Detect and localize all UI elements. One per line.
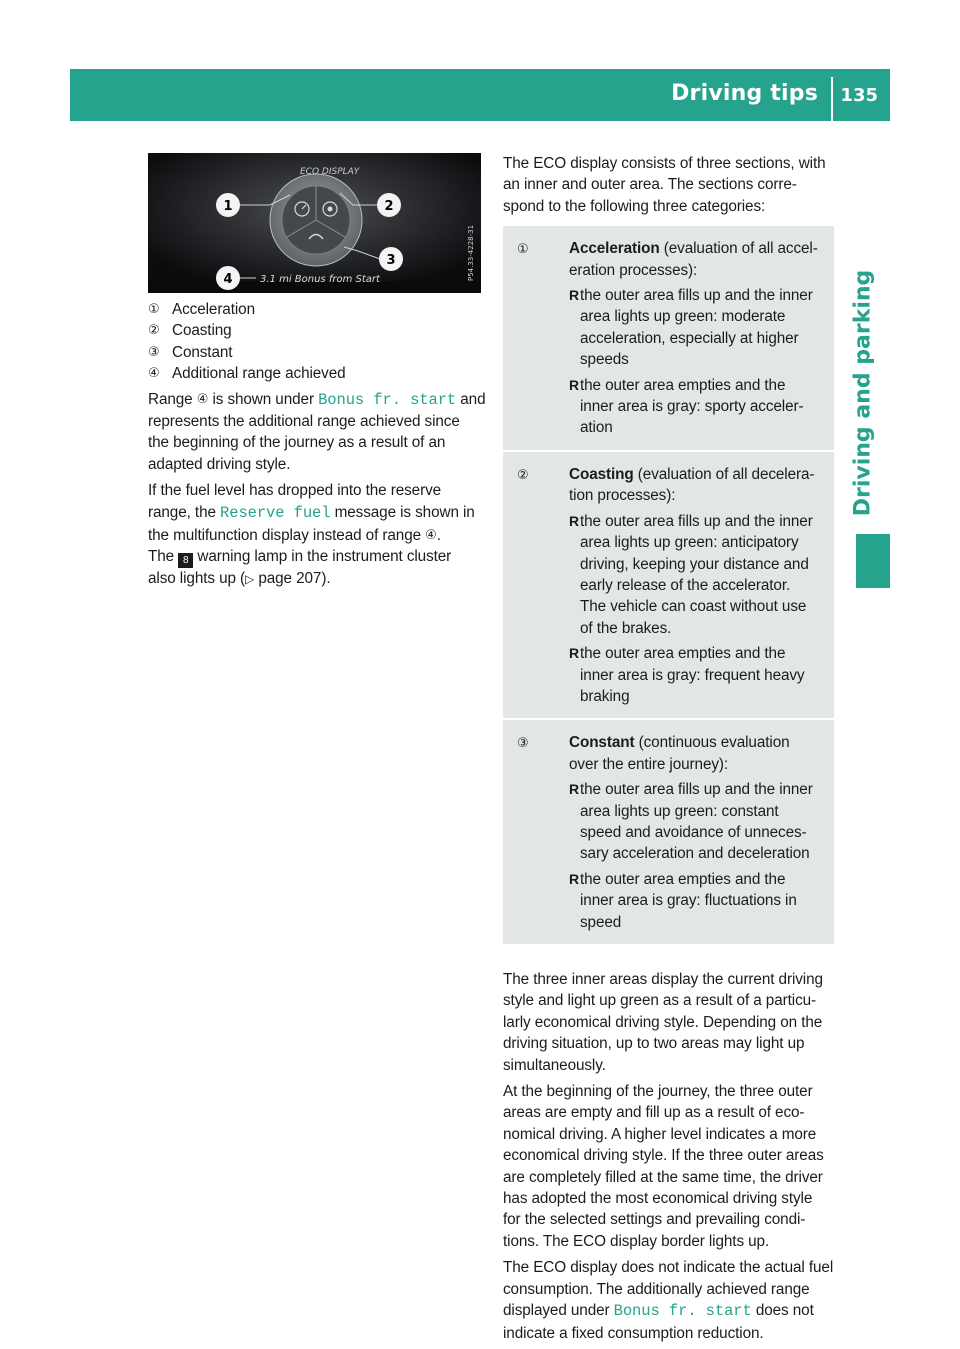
- chapter-label-text: Driving and parking: [850, 269, 876, 516]
- eco-description: [503, 969, 834, 1344]
- range-paragraph: Range ④ is shown under Bonus fr. start and represents the additional range achieved since the beginning of the journey as a result of an adapted driving style.: [148, 390, 486, 473]
- page-reference-link[interactable]: page 207).: [254, 570, 331, 588]
- chapter-side-label: [833, 269, 893, 516]
- bonus-fr-start-code: Bonus fr. start: [318, 390, 457, 409]
- svg-text:2: 2: [384, 199, 394, 214]
- list-item: R the outer area empties and the inner area is gray: frequent heavy braking: [569, 645, 805, 705]
- page-header: [70, 69, 890, 121]
- left-column: [148, 298, 484, 596]
- list-item: R the outer area fills up and the inner area lights up green: moderate acceleration, especially at higher speeds: [569, 287, 813, 369]
- eco-intro-paragraph: The ECO display consists of three sections, with an inner and outer area. The sections corre- spond to the following three categories:: [503, 155, 826, 215]
- table-row: ③ Constant (continuous evaluation over the entire journey): R the outer area fills up and the inner area lights up green: constant speed and avoidance of unneces- sary acceleration and deceleration R the outer area empties and the inner area is gray: fluctuations in speed: [503, 720, 834, 944]
- legend-item: ④ Additional range achieved: [148, 365, 346, 383]
- legend-item: ① Acceleration: [148, 301, 255, 318]
- bonus-range-readout: 3.1 mi Bonus from Start: [260, 274, 380, 285]
- eco-display-illustration: [148, 153, 481, 293]
- fuel-consumption-paragraph: The ECO display does not indicate the actual fuel consumption. The additionally achieved range displayed under Bonus fr. start does not indicate a fixed consumption reduction.: [503, 1259, 834, 1342]
- list-item: R the outer area fills up and the inner area lights up green: anticipatory driving, keeping your distance and early release of the accelerator. The vehicle can coast without use of the brakes.: [569, 512, 813, 637]
- outer-areas-paragraph: At the beginning of the journey, the three outer areas are empty and fill up as a result of eco- nomical driving. A higher level indicates a more economical driving style. If the three outer areas are completely filled at the same time, the driver has adopted the most economical driving style for the selected settings and prevailing condi- tions. The ECO display border lights up.: [503, 1083, 824, 1250]
- reserve-fuel-paragraph: If the fuel level has dropped into the reserve range, the Reserve fuel message is shown in the multifunction display instead of range ④. The 8 warning lamp in the instrument cluster also lights up (▷ page 207).: [148, 482, 475, 588]
- svg-text:4: 4: [223, 272, 233, 287]
- eco-display-figure: [148, 153, 481, 293]
- svg-text:1: 1: [223, 199, 233, 214]
- right-column: [503, 153, 834, 1349]
- eco-categories-table: [503, 226, 834, 944]
- list-item: R the outer area empties and the inner area is gray: sporty acceler- ation: [569, 376, 804, 437]
- bonus-fr-start-code: Bonus fr. start: [613, 1302, 752, 1321]
- page-reference-arrow-icon: ▷: [245, 572, 255, 587]
- reserve-fuel-code: Reserve fuel: [220, 503, 331, 522]
- table-row: ② Coasting (evaluation of all decelera- tion processes): R the outer area fills up and the inner area lights up green: anticipatory driving, keeping your distance and early release of the accelerator. The vehicle can coast without use of the brakes. R the outer area empties and the inner area is gray: frequent heavy braking: [503, 452, 834, 720]
- inner-areas-paragraph: The three inner areas display the current driving style and light up green as a result of a particu- larly economical driving style. Depending on the driving situation, up to two areas may light up simultaneously.: [503, 971, 823, 1074]
- figure-code: P54.33-4228-31: [467, 224, 475, 281]
- table-row: ① Acceleration (evaluation of all accel- eration processes): R the outer area fills up and the inner area lights up green: moderate acceleration, especially at higher speeds R the outer area empties and the inner area is gray: sporty acceler- ation: [503, 226, 834, 452]
- legend-item: ② Coasting: [148, 322, 232, 340]
- page-number: 135: [840, 85, 878, 106]
- header-separator: [831, 77, 833, 121]
- list-item: R the outer area fills up and the inner area lights up green: constant speed and avoidance of unneces- sary acceleration and deceleration: [569, 781, 813, 863]
- fuel-warning-icon: 8: [178, 553, 193, 568]
- legend-item: ③ Constant: [148, 343, 233, 361]
- figure-legend: [148, 298, 484, 384]
- svg-text:3: 3: [386, 253, 396, 268]
- list-item: R the outer area empties and the inner area is gray: fluctuations in speed: [569, 870, 797, 931]
- section-title: Driving tips: [671, 81, 818, 106]
- chapter-marker-block: [856, 534, 890, 588]
- eco-display-title: ECO DISPLAY: [300, 167, 360, 177]
